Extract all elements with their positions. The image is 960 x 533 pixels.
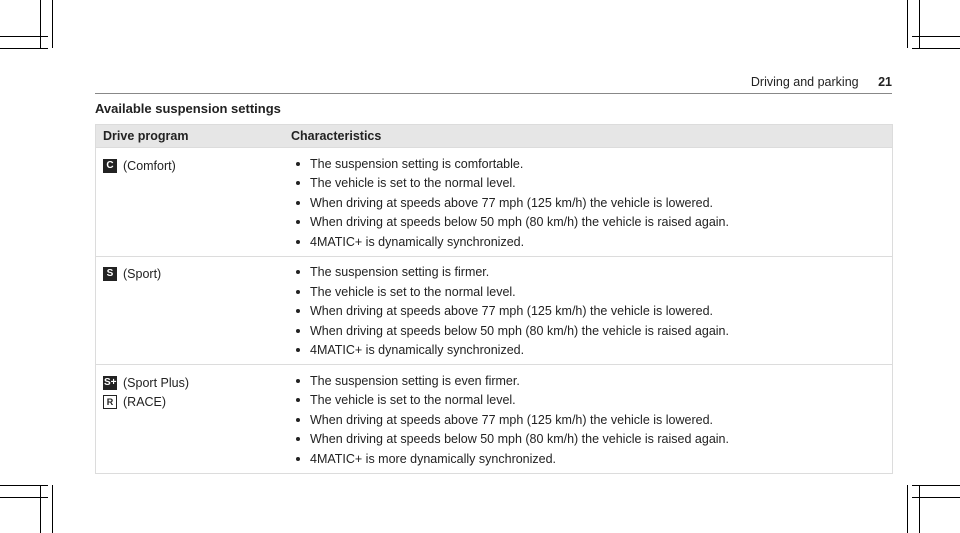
list-item-text: When driving at speeds above 77 mph (125 km/h) the vehicle is lowered. [310, 412, 713, 427]
page-number: 21 [878, 75, 892, 89]
column-header-drive-program: Drive program [103, 129, 189, 143]
crop-mark [52, 0, 53, 48]
characteristics-cell [291, 148, 892, 256]
table-row [96, 256, 892, 365]
list-item-text: When driving at speeds below 50 mph (80 km/h) the vehicle is raised again. [310, 323, 729, 338]
sport-plus-key-icon: S+ [104, 376, 117, 388]
list-item-text: The suspension setting is even firmer. [310, 373, 520, 388]
program-entry [103, 393, 291, 410]
list-item [291, 371, 892, 391]
program-entry [103, 374, 291, 391]
section-title: Available suspension settings [95, 101, 281, 116]
list-item-text: 4MATIC+ is more dynamically synchronized. [310, 451, 557, 466]
race-flag-icon: R [103, 395, 117, 409]
crop-mark [40, 485, 41, 533]
list-item [291, 391, 892, 411]
section-name: Driving and parking [750, 75, 859, 89]
bullet-icon [296, 329, 300, 333]
program-entry [103, 266, 291, 283]
list-item-text: The suspension setting is firmer. [310, 265, 490, 280]
bullet-icon [296, 379, 300, 383]
crop-mark [912, 485, 960, 486]
list-item [291, 321, 892, 341]
list-item [291, 410, 892, 430]
program-entry [103, 157, 291, 174]
bullet-icon [296, 457, 300, 461]
program-label: (Sport Plus) [123, 375, 189, 390]
list-item [291, 232, 892, 252]
column-header-characteristics: Characteristics [291, 129, 382, 143]
crop-mark [40, 0, 41, 48]
list-item-text: When driving at speeds below 50 mph (80 km/h) the vehicle is raised again. [310, 215, 729, 230]
list-item [291, 302, 892, 322]
bullet-icon [296, 309, 300, 313]
crop-mark [907, 485, 908, 533]
list-item [291, 193, 892, 213]
crop-mark [52, 485, 53, 533]
program-cell [96, 365, 291, 473]
crop-mark [912, 48, 960, 49]
characteristics-cell [291, 257, 892, 365]
crop-mark [919, 0, 920, 48]
list-item [291, 282, 892, 302]
list-item-text: When driving at speeds below 50 mph (80 km/h) the vehicle is raised again. [310, 432, 729, 447]
program-cell [96, 148, 291, 256]
list-item-text: 4MATIC+ is dynamically synchronized. [310, 343, 525, 358]
bullet-icon [296, 418, 300, 422]
list-item [291, 213, 892, 233]
crop-mark [0, 485, 48, 486]
program-label: (Sport) [123, 267, 162, 281]
table-row [96, 364, 892, 473]
crop-mark [0, 497, 48, 498]
crop-mark [912, 497, 960, 498]
suspension-table [95, 124, 893, 474]
list-item-text: When driving at speeds above 77 mph (125 km/h) the vehicle is lowered. [310, 195, 713, 210]
characteristics-cell [291, 365, 892, 473]
bullet-icon [296, 290, 300, 294]
list-item-text: The vehicle is set to the normal level. [310, 176, 516, 191]
header-rule [95, 93, 892, 94]
bullet-icon [296, 270, 300, 274]
list-item [291, 449, 892, 469]
bullet-icon [296, 181, 300, 185]
bullet-icon [296, 201, 300, 205]
sport-key-icon: S [103, 267, 117, 281]
bullet-icon [296, 162, 300, 166]
bullet-icon [296, 220, 300, 224]
crop-mark [0, 48, 48, 49]
table-header [96, 125, 892, 147]
list-item-text: The vehicle is set to the normal level. [310, 284, 516, 299]
list-item-text: When driving at speeds above 77 mph (125 km/h) the vehicle is lowered. [310, 304, 713, 319]
page-header [751, 75, 892, 89]
crop-mark [919, 485, 920, 533]
bullet-icon [296, 398, 300, 402]
list-item [291, 263, 892, 283]
program-cell [96, 257, 291, 365]
crop-mark [0, 36, 48, 37]
program-label: (Comfort) [123, 158, 176, 173]
list-item [291, 154, 892, 174]
comfort-key-icon: C [103, 159, 117, 173]
list-item-text: The suspension setting is comfortable. [310, 156, 524, 171]
program-label: (RACE) [123, 394, 167, 409]
bullet-icon [296, 240, 300, 244]
table-row [96, 147, 892, 256]
list-item-text: 4MATIC+ is dynamically synchronized. [310, 234, 525, 249]
list-item [291, 174, 892, 194]
bullet-icon [296, 348, 300, 352]
bullet-icon [296, 437, 300, 441]
crop-mark [912, 36, 960, 37]
crop-mark [907, 0, 908, 48]
list-item [291, 430, 892, 450]
list-item-text: The vehicle is set to the normal level. [310, 393, 516, 408]
list-item [291, 341, 892, 361]
